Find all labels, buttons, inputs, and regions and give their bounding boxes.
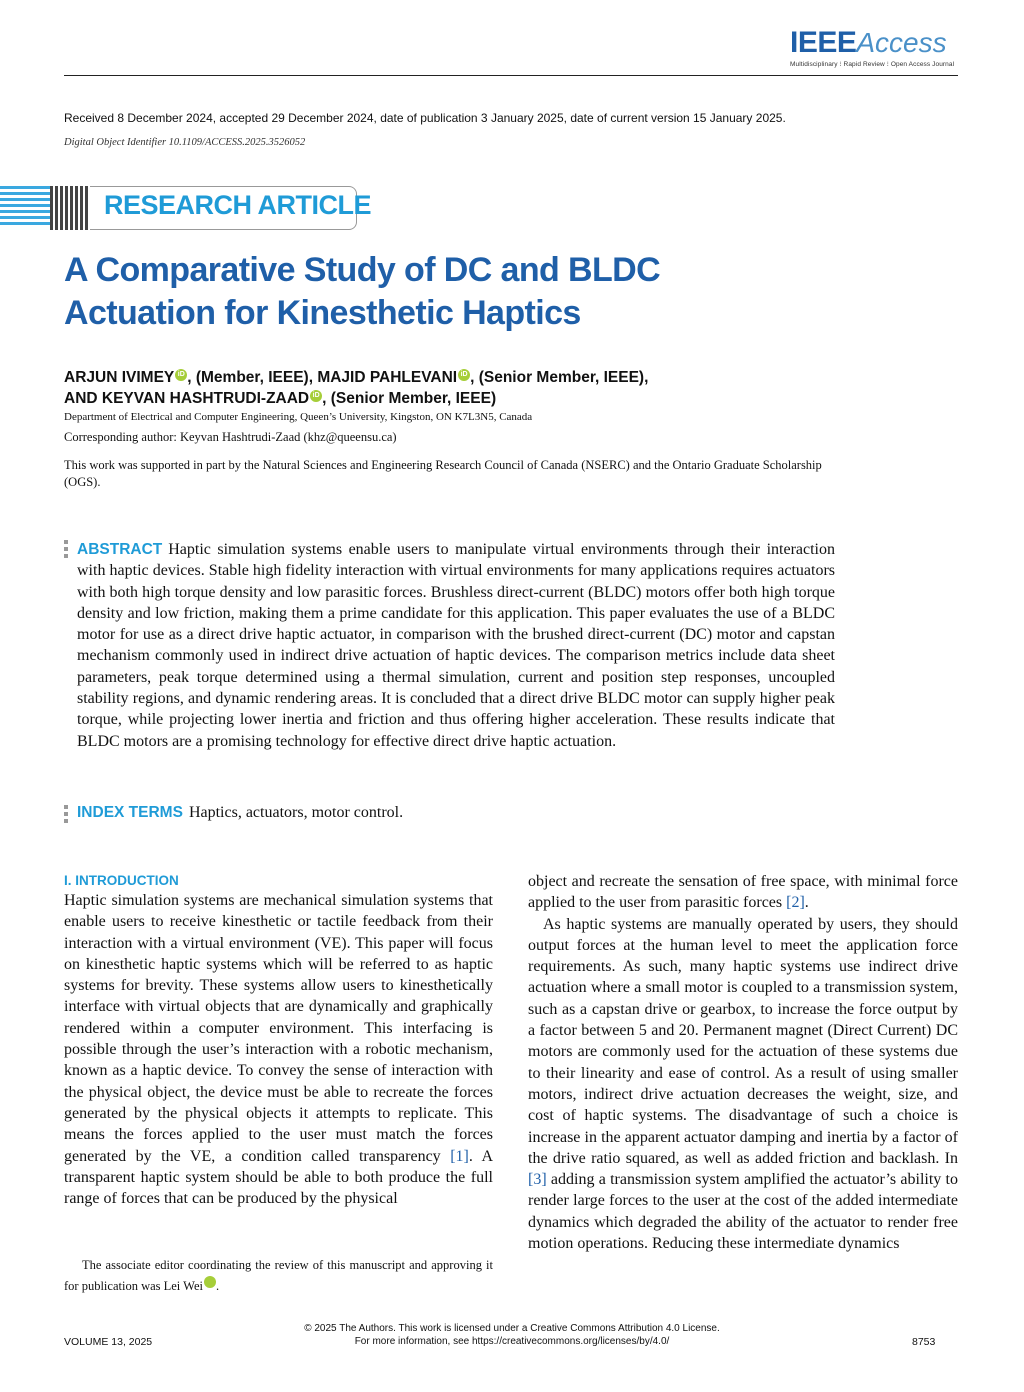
citation-link-1[interactable]: [1]: [450, 1147, 469, 1165]
orcid-icon[interactable]: iD: [204, 1276, 216, 1288]
paragraph-text: adding a transmission system amplified the actuator’s ability to render large forces to the user at the cost of the added intermediate dynamics which degraded the ability of the actuator to render free motion operations. Reducing these intermediate dynamics: [528, 1171, 958, 1253]
index-terms-label: INDEX TERMS: [77, 804, 183, 821]
author-role: , (Senior Member, IEEE): [322, 390, 497, 407]
paragraph-text: As haptic systems are manually operated by users, they should output forces at the human level to meet the application force requirements. As such, many haptic systems use indirect drive actuation where a small motor is coupled to a transmission system, such as a capstan drive or gearbox, to increase the force output by a factor between 5 and 20. Permanent magnet (Direct Current) DC motors are commonly used for the actuation of these systems due to their linearity and ease of control. As a result of using smaller motors, indirect drive actuation decreases the weight, size, and cost of haptic systems. The disadvantage of such a choice is increase in the apparent actuator damping and inertia by a factor of the drive ratio squared, as well as added friction and backlash. In: [528, 915, 958, 1167]
license-line-1: © 2025 The Authors. This work is licensed under a Creative Commons Attribution 4.0 License.: [304, 1323, 720, 1334]
paragraph-text: object and recreate the sensation of free space, with minimal force applied to the user from parasitic forces: [528, 873, 958, 912]
banner-bars-icon: [50, 186, 90, 230]
abstract-text: Haptic simulation systems enable users to manipulate virtual environments through their interaction with haptic devices. Stable high fidelity interaction with virtual environments for many applications requires actuators with both high torque density and low parasitic forces. Brushless direct-current (BLDC) motors offer both high torque density and low friction, making them a prime candidate for this application. This paper evaluates the use of a BLDC motor for use as a direct drive haptic actuator, in comparison with the brushed direct-current (DC) motor and capstan mechanism commonly used in indirect drive actuation of haptic devices. The comparison metrics include data sheet parameters, peak torque determined using a thermal simulation, current and position step responses, uncoupled stability regions, and dynamic rendering areas. It is concluded that a direct drive BLDC motor can supply higher peak torque, while projecting lower inertia and friction and thus offering higher acceleration. These results indicate that BLDC motors are a promising technology for effective direct drive haptic actuation.: [77, 541, 835, 750]
header-divider: [64, 75, 958, 76]
received-dates: Received 8 December 2024, accepted 29 December 2024, date of publication 3 January 2025, date of current version 15 January 2025.: [64, 111, 786, 125]
citation-link-2[interactable]: [2]: [786, 894, 805, 912]
doi-line: Digital Object Identifier 10.1109/ACCESS.2025.3526052: [64, 137, 306, 148]
orcid-icon[interactable]: iD: [175, 369, 187, 381]
right-column: [528, 871, 958, 1254]
orcid-icon[interactable]: iD: [310, 390, 322, 402]
citation-link-3[interactable]: [3]: [528, 1171, 547, 1189]
affiliation: Department of Electrical and Computer Engineering, Queen’s University, Kingston, ON K7L3N5, Canada: [64, 411, 533, 423]
banner-stripes-icon: [0, 186, 50, 230]
author-role: , (Senior Member, IEEE),: [470, 369, 649, 386]
abstract: [77, 539, 835, 752]
title-line-2: Actuation for Kinesthetic Haptics: [64, 294, 581, 332]
footnote-text: The associate editor coordinating the review of this manuscript and approving it for publication was Lei Wei: [64, 1258, 493, 1293]
paragraph-text: .: [804, 894, 809, 912]
index-terms-dots-icon: [64, 805, 69, 826]
paragraph-text: . A transparent haptic system should be able to both produce the full range of forces that can be produced by the physical: [64, 1147, 494, 1208]
editor-footnote: The associate editor coordinating the review of this manuscript and approving it for publication was Lei Wei iD.: [64, 1258, 493, 1293]
logo-access-text: Access: [856, 27, 947, 58]
author-name: AND KEYVAN HASHTRUDI-ZAAD: [64, 390, 310, 407]
author-list: [64, 367, 824, 409]
intro-paragraph-2: [528, 914, 958, 1255]
author-role: , (Member, IEEE),: [187, 369, 318, 386]
license-notice: [0, 1322, 1024, 1348]
abstract-label: ABSTRACT: [77, 541, 163, 558]
ieee-access-logo: [790, 26, 960, 68]
author-line-2: [64, 388, 824, 409]
logo-tagline: Multidisciplinary ⁝ Rapid Review ⁝ Open Access Journal: [790, 61, 955, 68]
funding-statement: This work was supported in part by the Natural Sciences and Engineering Research Council of Canada (NSERC) and the Ontario Graduate Scholarship (OGS).: [64, 458, 822, 489]
title-line-1: A Comparative Study of DC and BLDC: [64, 251, 661, 289]
left-column: [64, 872, 493, 1209]
abstract-dots-icon: [64, 540, 69, 561]
paper-title: [64, 249, 764, 335]
corresponding-author: Corresponding author: Keyvan Hashtrudi-Zaad (khz@queensu.ca): [64, 430, 397, 444]
author-line-1: [64, 367, 824, 388]
paragraph-text: Haptic simulation systems are mechanical simulation systems that enable users to receive kinesthetic or tactile feedback from their interaction with a virtual environment (VE). This paper will focus on kinesthetic haptic systems which will be referred to as haptic systems for brevity. These systems allow users to kinesthetically interface with virtual objects that are dynamically and graphically rendered within a computer environment. This interfacing is possible through the user’s interaction with a robotic mechanism, known as a haptic device. To convey the sense of interaction with the physical object, the device must be able to recreate the forces generated by the physical objects it attempts to replicate. This means the forces applied to the user must match the forces generated by the VE, a condition called transparency: [64, 892, 493, 1165]
logo-ieee-text: IEEE: [790, 26, 857, 59]
index-terms: [77, 804, 403, 822]
section-heading-introduction: I. INTRODUCTION: [64, 873, 179, 888]
intro-paragraph-1-cont: [528, 871, 958, 914]
orcid-icon[interactable]: iD: [458, 369, 470, 381]
intro-paragraph-1: [64, 890, 493, 1209]
page-number: 8753: [912, 1336, 936, 1348]
volume-label: VOLUME 13, 2025: [64, 1336, 153, 1348]
article-type-label: RESEARCH ARTICLE: [104, 190, 372, 220]
author-name: ARJUN IVIMEY: [64, 369, 175, 386]
index-terms-text: Haptics, actuators, motor control.: [188, 804, 404, 821]
author-name: MAJID PAHLEVANI: [317, 369, 458, 386]
license-line-2[interactable]: For more information, see https://creativecommons.org/licenses/by/4.0/: [354, 1336, 670, 1347]
